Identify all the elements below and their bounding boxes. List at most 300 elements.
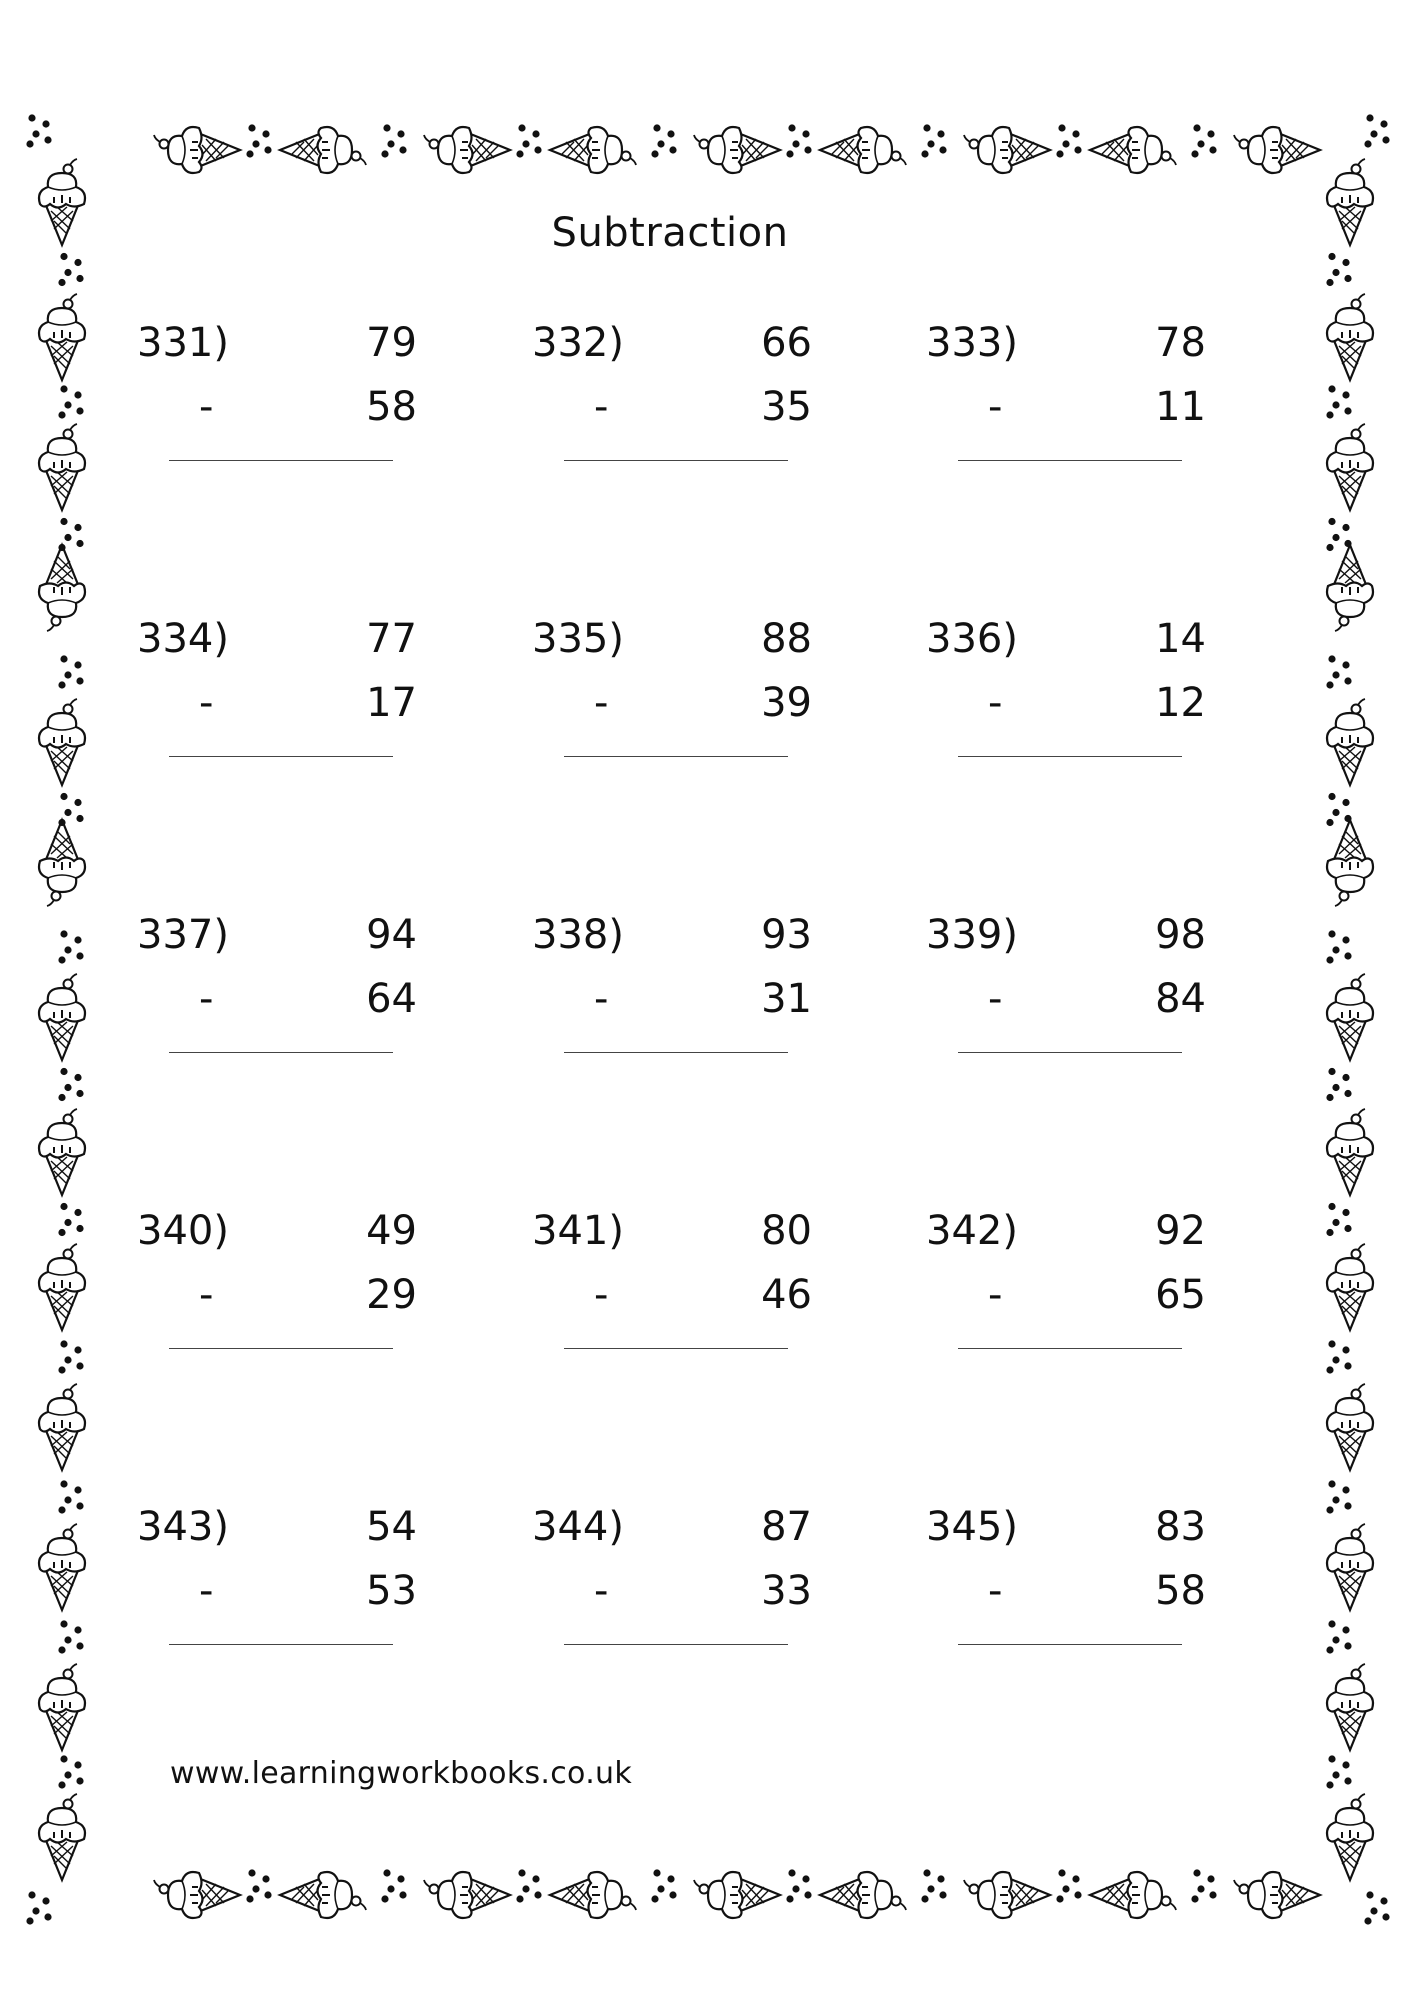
sprinkle-dot	[60, 655, 67, 662]
ice-cream-cone-icon	[39, 545, 85, 631]
sprinkle-dot	[58, 1366, 65, 1373]
minus-sign: -	[199, 384, 214, 430]
answer-line	[169, 1052, 393, 1053]
sprinkle-dot	[1328, 1620, 1335, 1627]
sprinkle-dot	[1332, 1496, 1339, 1503]
sprinkle-dot	[264, 1891, 271, 1898]
sprinkle-dot	[1344, 815, 1351, 822]
minuend: 93	[761, 912, 812, 958]
subtraction-problem	[137, 912, 437, 1112]
ice-cream-cone-icon	[694, 1872, 780, 1918]
sprinkle-dot	[1344, 540, 1351, 547]
subtraction-problem	[926, 1208, 1226, 1408]
sprinkle-dot	[64, 1219, 71, 1226]
ice-cream-cone-icon	[154, 1872, 240, 1918]
sprinkle-dot	[1328, 655, 1335, 662]
subtraction-problem	[532, 912, 832, 1112]
minus-sign: -	[988, 680, 1003, 726]
problem-number: 335)	[532, 616, 624, 662]
sprinkle-dot	[1207, 1875, 1214, 1882]
sprinkle-dot	[516, 1895, 523, 1902]
sprinkle-dot	[657, 140, 664, 147]
problem-number: 332)	[532, 320, 624, 366]
sprinkle-dot	[1342, 1626, 1349, 1633]
answer-line	[958, 1644, 1182, 1645]
sprinkle-dot	[518, 124, 525, 131]
sprinkle-dot	[1332, 534, 1339, 541]
sprinkle-dot	[1328, 1068, 1335, 1075]
sprinkle-dot	[32, 1907, 39, 1914]
sprinkle-dot	[1328, 518, 1335, 525]
sprinkle-dot	[74, 799, 81, 806]
sprinkle-dot	[1344, 1777, 1351, 1784]
minuend: 92	[1155, 1208, 1206, 1254]
ice-cream-cone-icon	[1327, 424, 1373, 510]
answer-line	[958, 756, 1182, 757]
ice-cream-cone-icon	[39, 424, 85, 510]
sprinkle-dot	[74, 936, 81, 943]
ice-cream-cone-icon	[1327, 820, 1373, 906]
sprinkle-dot	[58, 544, 65, 551]
ice-cream-cone-icon	[39, 294, 85, 380]
subtrahend: 84	[1155, 976, 1206, 1022]
sprinkle-dot	[64, 1636, 71, 1643]
sprinkle-dot	[1074, 1891, 1081, 1898]
problem-number: 340)	[137, 1208, 229, 1254]
sprinkle-dot	[1342, 799, 1349, 806]
sprinkle-dot	[1344, 1642, 1351, 1649]
sprinkle-dot	[1072, 1875, 1079, 1882]
sprinkle-dot	[1326, 1781, 1333, 1788]
ice-cream-cone-icon	[694, 127, 780, 173]
sprinkle-dot	[804, 1891, 811, 1898]
sprinkle-dot	[923, 1869, 930, 1876]
sprinkle-dot	[74, 1626, 81, 1633]
problem-number: 339)	[926, 912, 1018, 958]
minus-sign: -	[594, 680, 609, 726]
ice-cream-cone-icon	[39, 699, 85, 785]
sprinkle-dot	[522, 140, 529, 147]
subtrahend: 12	[1155, 680, 1206, 726]
problem-number: 336)	[926, 616, 1018, 662]
ice-cream-cone-icon	[39, 1664, 85, 1750]
minuend: 77	[366, 616, 417, 662]
sprinkle-dot	[76, 815, 83, 822]
sprinkle-dot	[397, 130, 404, 137]
subtraction-problem	[532, 1504, 832, 1704]
sprinkle-dot	[42, 120, 49, 127]
sprinkle-dot	[1366, 114, 1373, 121]
minus-sign: -	[988, 976, 1003, 1022]
sprinkle-dot	[534, 1891, 541, 1898]
sprinkle-dot	[1342, 661, 1349, 668]
sprinkle-dot	[44, 136, 51, 143]
sprinkle-dot	[516, 150, 523, 157]
sprinkle-dot	[1370, 1907, 1377, 1914]
sprinkle-dot	[64, 534, 71, 541]
sprinkle-dot	[58, 1094, 65, 1101]
minuend: 98	[1155, 912, 1206, 958]
sprinkle-dot	[1342, 1074, 1349, 1081]
answer-line	[564, 1052, 788, 1053]
sprinkle-dot	[28, 1891, 35, 1898]
sprinkle-dot	[381, 150, 388, 157]
sprinkle-dot	[802, 130, 809, 137]
ice-cream-cone-icon	[1327, 1664, 1373, 1750]
sprinkle-dot	[60, 1340, 67, 1347]
problem-number: 337)	[137, 912, 229, 958]
sprinkle-dot	[534, 146, 541, 153]
ice-cream-cone-icon	[280, 1872, 366, 1918]
problem-number: 334)	[137, 616, 229, 662]
sprinkle-dot	[1332, 1219, 1339, 1226]
sprinkle-dot	[60, 1203, 67, 1210]
problem-number: 343)	[137, 1504, 229, 1550]
sprinkle-dot	[1328, 1340, 1335, 1347]
ice-cream-cone-icon	[1327, 699, 1373, 785]
sprinkle-dot	[60, 930, 67, 937]
sprinkle-dot	[1382, 136, 1389, 143]
sprinkle-dot	[76, 407, 83, 414]
sprinkle-dot	[1332, 671, 1339, 678]
sprinkle-dot	[786, 1895, 793, 1902]
page-title: Subtraction	[551, 210, 789, 256]
sprinkle-dot	[1062, 140, 1069, 147]
sprinkle-dot	[32, 130, 39, 137]
ice-cream-cone-icon	[1234, 127, 1320, 173]
sprinkle-dot	[26, 1917, 33, 1924]
sprinkle-dot	[76, 275, 83, 282]
ice-cream-cone-icon	[1327, 545, 1373, 631]
sprinkle-dot	[1364, 140, 1371, 147]
sprinkle-dot	[76, 1502, 83, 1509]
ice-cream-cone-icon	[964, 127, 1050, 173]
sprinkle-dot	[58, 411, 65, 418]
sprinkle-dot	[248, 124, 255, 131]
sprinkle-dot	[1326, 819, 1333, 826]
sprinkle-dot	[1074, 146, 1081, 153]
sprinkle-dot	[804, 146, 811, 153]
minuend: 14	[1155, 616, 1206, 662]
subtrahend: 35	[761, 384, 812, 430]
sprinkle-dot	[1326, 1229, 1333, 1236]
sprinkle-dot	[58, 1646, 65, 1653]
sprinkle-dot	[532, 1875, 539, 1882]
sprinkle-dot	[64, 401, 71, 408]
sprinkle-dot	[1342, 524, 1349, 531]
sprinkle-dot	[60, 1755, 67, 1762]
minus-sign: -	[988, 1568, 1003, 1614]
sprinkle-dot	[1326, 411, 1333, 418]
minuend: 88	[761, 616, 812, 662]
sprinkle-dot	[262, 1875, 269, 1882]
sprinkle-dot	[399, 146, 406, 153]
sprinkle-dot	[64, 1356, 71, 1363]
subtrahend: 53	[366, 1568, 417, 1614]
subtraction-problem	[532, 616, 832, 816]
sprinkle-dot	[381, 1895, 388, 1902]
subtraction-problem	[137, 616, 437, 816]
sprinkle-dot	[921, 1895, 928, 1902]
sprinkle-dot	[1058, 124, 1065, 131]
sprinkle-dot	[387, 140, 394, 147]
ice-cream-cone-icon	[154, 127, 240, 173]
subtrahend: 65	[1155, 1272, 1206, 1318]
sprinkle-dot	[1344, 1090, 1351, 1097]
ice-cream-cone-icon	[1090, 1872, 1176, 1918]
sprinkle-dot	[58, 1506, 65, 1513]
subtraction-problem	[926, 320, 1226, 520]
ice-cream-cone-icon	[280, 127, 366, 173]
sprinkle-dot	[1056, 150, 1063, 157]
sprinkle-dot	[246, 1895, 253, 1902]
sprinkle-dot	[1344, 952, 1351, 959]
minuend: 49	[366, 1208, 417, 1254]
sprinkle-dot	[252, 140, 259, 147]
sprinkle-dot	[383, 124, 390, 131]
sprinkle-dot	[76, 677, 83, 684]
sprinkle-dot	[667, 1875, 674, 1882]
sprinkle-dot	[248, 1869, 255, 1876]
sprinkle-dot	[58, 1781, 65, 1788]
minus-sign: -	[594, 384, 609, 430]
sprinkle-dot	[1197, 140, 1204, 147]
sprinkle-dot	[1366, 1891, 1373, 1898]
sprinkle-dot	[383, 1869, 390, 1876]
subtrahend: 58	[1155, 1568, 1206, 1614]
sprinkle-dot	[58, 279, 65, 286]
sprinkle-dot	[1209, 1891, 1216, 1898]
sprinkle-dot	[939, 146, 946, 153]
ice-cream-cone-icon	[1327, 1384, 1373, 1470]
sprinkle-dot	[1193, 124, 1200, 131]
sprinkle-dot	[74, 661, 81, 668]
sprinkle-dot	[1344, 407, 1351, 414]
ice-cream-cone-icon	[1327, 1524, 1373, 1610]
sprinkle-dot	[264, 146, 271, 153]
minus-sign: -	[199, 680, 214, 726]
sprinkle-dot	[1332, 1636, 1339, 1643]
sprinkle-dot	[1326, 956, 1333, 963]
sprinkle-dot	[1332, 1771, 1339, 1778]
subtraction-problem	[137, 1208, 437, 1408]
sprinkle-dot	[1207, 130, 1214, 137]
sprinkle-dot	[64, 809, 71, 816]
subtrahend: 33	[761, 1568, 812, 1614]
sprinkle-dot	[1191, 150, 1198, 157]
ice-cream-cone-icon	[1090, 127, 1176, 173]
problem-number: 345)	[926, 1504, 1018, 1550]
minuend: 66	[761, 320, 812, 366]
ice-cream-cone-icon	[820, 127, 906, 173]
sprinkle-dot	[74, 391, 81, 398]
ice-cream-cone-icon	[39, 820, 85, 906]
sprinkle-dot	[1326, 1646, 1333, 1653]
sprinkle-dot	[1062, 1885, 1069, 1892]
problem-number: 333)	[926, 320, 1018, 366]
sprinkle-dot	[653, 1869, 660, 1876]
sprinkle-dot	[1342, 1486, 1349, 1493]
sprinkle-dot	[1342, 1346, 1349, 1353]
sprinkle-dot	[802, 1875, 809, 1882]
subtraction-problem	[532, 1208, 832, 1408]
sprinkle-dot	[1328, 1755, 1335, 1762]
sprinkle-dot	[60, 518, 67, 525]
sprinkle-dot	[60, 1480, 67, 1487]
ice-cream-cone-icon	[550, 1872, 636, 1918]
sprinkle-dot	[74, 1346, 81, 1353]
sprinkle-dot	[1058, 1869, 1065, 1876]
sprinkle-dot	[74, 1761, 81, 1768]
sprinkle-dot	[1072, 130, 1079, 137]
sprinkle-dot	[74, 1074, 81, 1081]
ice-cream-cone-icon	[424, 127, 510, 173]
sprinkle-dot	[58, 956, 65, 963]
sprinkle-dot	[76, 1362, 83, 1369]
sprinkle-dot	[532, 130, 539, 137]
sprinkle-dot	[58, 1229, 65, 1236]
sprinkle-dot	[44, 1913, 51, 1920]
minus-sign: -	[594, 1568, 609, 1614]
sprinkle-dot	[518, 1869, 525, 1876]
sprinkle-dot	[927, 140, 934, 147]
sprinkle-dot	[1342, 936, 1349, 943]
minus-sign: -	[988, 1272, 1003, 1318]
sprinkle-dot	[651, 150, 658, 157]
sprinkle-dot	[76, 1642, 83, 1649]
sprinkle-dot	[1056, 1895, 1063, 1902]
sprinkle-dot	[76, 540, 83, 547]
sprinkle-dot	[64, 269, 71, 276]
sprinkle-dot	[1342, 1209, 1349, 1216]
subtrahend: 17	[366, 680, 417, 726]
minuend: 94	[366, 912, 417, 958]
sprinkle-dot	[1344, 1225, 1351, 1232]
problem-number: 331)	[137, 320, 229, 366]
sprinkle-dot	[923, 124, 930, 131]
minus-sign: -	[199, 976, 214, 1022]
sprinkle-dot	[1197, 1885, 1204, 1892]
sprinkle-dot	[1191, 1895, 1198, 1902]
sprinkle-dot	[1326, 279, 1333, 286]
sprinkle-dot	[1328, 385, 1335, 392]
sprinkle-dot	[76, 1225, 83, 1232]
sprinkle-dot	[1364, 1917, 1371, 1924]
sprinkle-dot	[657, 1885, 664, 1892]
minuend: 54	[366, 1504, 417, 1550]
problem-number: 344)	[532, 1504, 624, 1550]
sprinkle-dot	[1380, 1897, 1387, 1904]
sprinkle-dot	[252, 1885, 259, 1892]
sprinkle-dot	[60, 1620, 67, 1627]
ice-cream-cone-icon	[39, 1244, 85, 1330]
sprinkle-dot	[74, 524, 81, 531]
sprinkle-dot	[1342, 391, 1349, 398]
sprinkle-dot	[1344, 275, 1351, 282]
sprinkle-dot	[246, 150, 253, 157]
minuend: 87	[761, 1504, 812, 1550]
ice-cream-cone-icon	[39, 1384, 85, 1470]
sprinkle-dot	[1332, 809, 1339, 816]
sprinkle-dot	[1326, 681, 1333, 688]
sprinkle-dot	[1326, 544, 1333, 551]
sprinkle-dot	[64, 946, 71, 953]
answer-line	[958, 1052, 1182, 1053]
website-footer: www.learningworkbooks.co.uk	[170, 1756, 633, 1791]
ice-cream-cone-icon	[39, 1524, 85, 1610]
minuend: 79	[366, 320, 417, 366]
sprinkle-dot	[1328, 930, 1335, 937]
sprinkle-dot	[1209, 146, 1216, 153]
sprinkle-dot	[939, 1891, 946, 1898]
sprinkle-dot	[937, 1875, 944, 1882]
subtrahend: 58	[366, 384, 417, 430]
answer-line	[169, 460, 393, 461]
sprinkle-dot	[60, 385, 67, 392]
answer-line	[169, 1644, 393, 1645]
sprinkle-dot	[788, 124, 795, 131]
ice-cream-cone-icon	[39, 1109, 85, 1195]
sprinkle-dot	[788, 1869, 795, 1876]
sprinkle-dot	[60, 793, 67, 800]
sprinkle-dot	[74, 1209, 81, 1216]
sprinkle-dot	[1332, 1084, 1339, 1091]
sprinkle-dot	[667, 130, 674, 137]
sprinkle-dot	[1332, 269, 1339, 276]
sprinkle-dot	[1344, 1362, 1351, 1369]
minuend: 80	[761, 1208, 812, 1254]
sprinkle-dot	[399, 1891, 406, 1898]
sprinkle-dot	[64, 671, 71, 678]
answer-line	[564, 460, 788, 461]
sprinkle-dot	[1380, 120, 1387, 127]
ice-cream-cone-icon	[1234, 1872, 1320, 1918]
sprinkle-dot	[786, 150, 793, 157]
sprinkle-dot	[58, 819, 65, 826]
sprinkle-dot	[26, 140, 33, 147]
subtrahend: 46	[761, 1272, 812, 1318]
sprinkle-dot	[1344, 1502, 1351, 1509]
sprinkle-dot	[42, 1897, 49, 1904]
problem-number: 338)	[532, 912, 624, 958]
ice-cream-cone-icon	[964, 1872, 1050, 1918]
subtraction-problem	[926, 1504, 1226, 1704]
sprinkle-dot	[1328, 1203, 1335, 1210]
sprinkle-dot	[1342, 259, 1349, 266]
minus-sign: -	[199, 1272, 214, 1318]
ice-cream-cone-icon	[1327, 1794, 1373, 1880]
sprinkle-dot	[927, 1885, 934, 1892]
sprinkle-dot	[64, 1771, 71, 1778]
sprinkle-dot	[1326, 1506, 1333, 1513]
sprinkle-dot	[1332, 946, 1339, 953]
sprinkle-dot	[1328, 1480, 1335, 1487]
minus-sign: -	[594, 976, 609, 1022]
sprinkle-dot	[653, 124, 660, 131]
minus-sign: -	[594, 1272, 609, 1318]
subtraction-problem	[926, 616, 1226, 816]
sprinkle-dot	[76, 1090, 83, 1097]
sprinkle-dot	[1332, 1356, 1339, 1363]
subtraction-problem	[532, 320, 832, 520]
sprinkle-dot	[522, 1885, 529, 1892]
problem-number: 341)	[532, 1208, 624, 1254]
sprinkle-dot	[60, 1068, 67, 1075]
sprinkle-dot	[1382, 1913, 1389, 1920]
subtrahend: 64	[366, 976, 417, 1022]
sprinkle-dot	[262, 130, 269, 137]
subtrahend: 29	[366, 1272, 417, 1318]
